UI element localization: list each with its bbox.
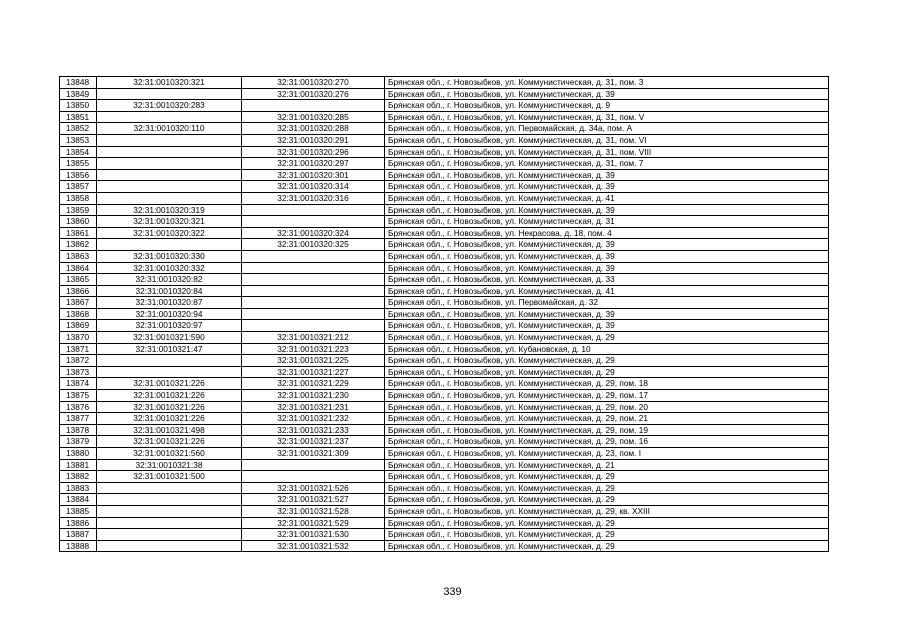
address-cell: Брянская обл., г. Новозыбков, ул. Коммунистическая, д. 31, пом. V (385, 111, 829, 123)
table-row (60, 250, 829, 262)
table-row (60, 146, 829, 158)
record-number-cell: 13863 (60, 250, 97, 262)
related-cadastral-number-cell (242, 262, 385, 274)
related-cadastral-number-cell: 32:31:0010321:527 (242, 494, 385, 506)
address-cell: Брянская обл., г. Новозыбков, ул. Коммунистическая, д. 29 (385, 482, 829, 494)
record-number-cell: 13855 (60, 158, 97, 170)
cadastral-number-cell (97, 482, 242, 494)
record-number-cell: 13848 (60, 77, 97, 89)
table-row (60, 134, 829, 146)
cadastral-number-cell (97, 169, 242, 181)
address-cell: Брянская обл., г. Новозыбков, ул. Коммунистическая, д. 41 (385, 285, 829, 297)
cadastral-number-cell: 32:31:0010321:500 (97, 471, 242, 483)
record-number-cell: 13873 (60, 366, 97, 378)
address-cell: Брянская обл., г. Новозыбков, ул. Коммунистическая, д. 29 (385, 355, 829, 367)
related-cadastral-number-cell: 32:31:0010321:528 (242, 505, 385, 517)
record-number-cell: 13882 (60, 471, 97, 483)
address-cell: Брянская обл., г. Новозыбков, ул. Коммунистическая, д. 21 (385, 459, 829, 471)
record-number-cell: 13881 (60, 459, 97, 471)
address-cell: Брянская обл., г. Новозыбков, ул. Первомайская, д. 34а, пом. А (385, 123, 829, 135)
record-number-cell: 13869 (60, 320, 97, 332)
related-cadastral-number-cell: 32:31:0010320:324 (242, 227, 385, 239)
cadastral-number-cell: 32:31:0010320:87 (97, 297, 242, 309)
address-cell: Брянская обл., г. Новозыбков, ул. Коммунистическая, д. 29, кв. XXIII (385, 505, 829, 517)
address-cell: Брянская обл., г. Новозыбков, ул. Коммунистическая, д. 29, пом. 20 (385, 401, 829, 413)
cadastral-number-cell: 32:31:0010320:283 (97, 100, 242, 112)
table-row (60, 308, 829, 320)
related-cadastral-number-cell: 32:31:0010321:229 (242, 378, 385, 390)
related-cadastral-number-cell: 32:31:0010320:288 (242, 123, 385, 135)
record-number-cell: 13856 (60, 169, 97, 181)
related-cadastral-number-cell (242, 308, 385, 320)
cadastral-number-cell: 32:31:0010321:498 (97, 424, 242, 436)
related-cadastral-number-cell: 32:31:0010321:526 (242, 482, 385, 494)
record-number-cell: 13851 (60, 111, 97, 123)
cadastral-number-cell: 32:31:0010321:38 (97, 459, 242, 471)
address-cell: Брянская обл., г. Новозыбков, ул. Коммунистическая, д. 29, пом. 17 (385, 390, 829, 402)
record-number-cell: 13862 (60, 239, 97, 251)
cadastral-number-cell (97, 517, 242, 529)
cadastral-number-cell (97, 181, 242, 193)
address-cell: Брянская обл., г. Новозыбков, ул. Коммунистическая, д. 31, пом. 7 (385, 158, 829, 170)
related-cadastral-number-cell (242, 100, 385, 112)
related-cadastral-number-cell (242, 274, 385, 286)
related-cadastral-number-cell: 32:31:0010320:314 (242, 181, 385, 193)
address-cell: Брянская обл., г. Новозыбков, ул. Коммунистическая, д. 39 (385, 239, 829, 251)
table-row (60, 448, 829, 460)
address-cell: Брянская обл., г. Новозыбков, ул. Коммунистическая, д. 33 (385, 274, 829, 286)
related-cadastral-number-cell: 32:31:0010321:223 (242, 343, 385, 355)
cadastral-number-cell: 32:31:0010321:226 (97, 436, 242, 448)
cadastral-number-cell: 32:31:0010320:321 (97, 216, 242, 228)
cadastral-number-cell (97, 505, 242, 517)
cadastral-number-cell: 32:31:0010320:82 (97, 274, 242, 286)
record-number-cell: 13876 (60, 401, 97, 413)
record-number-cell: 13865 (60, 274, 97, 286)
cadastral-number-cell: 32:31:0010320:322 (97, 227, 242, 239)
address-cell: Брянская обл., г. Новозыбков, ул. Коммунистическая, д. 39 (385, 250, 829, 262)
record-number-cell: 13868 (60, 308, 97, 320)
address-cell: Брянская обл., г. Новозыбков, ул. Коммунистическая, д. 29, пом. 16 (385, 436, 829, 448)
related-cadastral-number-cell: 32:31:0010321:237 (242, 436, 385, 448)
table-row (60, 413, 829, 425)
record-number-cell: 13864 (60, 262, 97, 274)
table-row (60, 181, 829, 193)
related-cadastral-number-cell (242, 297, 385, 309)
related-cadastral-number-cell: 32:31:0010320:270 (242, 77, 385, 89)
record-number-cell: 13857 (60, 181, 97, 193)
cadastral-number-cell: 32:31:0010320:97 (97, 320, 242, 332)
related-cadastral-number-cell (242, 285, 385, 297)
cadastral-number-cell (97, 355, 242, 367)
related-cadastral-number-cell: 32:31:0010321:230 (242, 390, 385, 402)
record-number-cell: 13886 (60, 517, 97, 529)
cadastral-number-cell (97, 158, 242, 170)
address-cell: Брянская обл., г. Новозыбков, ул. Коммунистическая, д. 39 (385, 308, 829, 320)
address-cell: Брянская обл., г. Новозыбков, ул. Коммунистическая, д. 39 (385, 320, 829, 332)
cadastral-number-cell (97, 111, 242, 123)
address-cell: Брянская обл., г. Новозыбков, ул. Коммунистическая, д. 29 (385, 494, 829, 506)
table-row (60, 216, 829, 228)
record-number-cell: 13866 (60, 285, 97, 297)
cadastral-number-cell (97, 529, 242, 541)
address-cell: Брянская обл., г. Новозыбков, ул. Коммунистическая, д. 39 (385, 262, 829, 274)
address-cell: Брянская обл., г. Новозыбков, ул. Коммунистическая, д. 31, пом. 3 (385, 77, 829, 89)
cadastral-number-cell (97, 192, 242, 204)
record-number-cell: 13887 (60, 529, 97, 541)
related-cadastral-number-cell (242, 204, 385, 216)
address-cell: Брянская обл., г. Новозыбков, ул. Коммунистическая, д. 23, пом. I (385, 448, 829, 460)
cadastral-number-cell (97, 366, 242, 378)
cadastral-number-cell: 32:31:0010321:590 (97, 332, 242, 344)
table-row (60, 111, 829, 123)
table-row (60, 540, 829, 552)
related-cadastral-number-cell: 32:31:0010321:233 (242, 424, 385, 436)
record-number-cell: 13875 (60, 390, 97, 402)
related-cadastral-number-cell: 32:31:0010321:212 (242, 332, 385, 344)
related-cadastral-number-cell: 32:31:0010321:225 (242, 355, 385, 367)
address-cell: Брянская обл., г. Новозыбков, ул. Коммунистическая, д. 29 (385, 529, 829, 541)
record-number-cell: 13860 (60, 216, 97, 228)
record-number-cell: 13878 (60, 424, 97, 436)
record-number-cell: 13861 (60, 227, 97, 239)
address-cell: Брянская обл., г. Новозыбков, ул. Коммунистическая, д. 39 (385, 88, 829, 100)
address-cell: Брянская обл., г. Новозыбков, ул. Коммунистическая, д. 39 (385, 181, 829, 193)
table-row (60, 366, 829, 378)
table-row (60, 227, 829, 239)
address-cell: Брянская обл., г. Новозыбков, ул. Коммунистическая, д. 41 (385, 192, 829, 204)
address-cell: Брянская обл., г. Новозыбков, ул. Коммунистическая, д. 39 (385, 169, 829, 181)
table-row (60, 285, 829, 297)
table-row (60, 459, 829, 471)
table-row (60, 471, 829, 483)
related-cadastral-number-cell: 32:31:0010321:231 (242, 401, 385, 413)
record-number-cell: 13880 (60, 448, 97, 460)
table-row (60, 424, 829, 436)
cadastral-number-cell: 32:31:0010320:94 (97, 308, 242, 320)
related-cadastral-number-cell (242, 250, 385, 262)
cadastral-number-cell: 32:31:0010321:226 (97, 413, 242, 425)
related-cadastral-number-cell: 32:31:0010320:276 (242, 88, 385, 100)
cadastral-number-cell: 32:31:0010320:321 (97, 77, 242, 89)
table-row (60, 262, 829, 274)
cadastral-number-cell: 32:31:0010320:332 (97, 262, 242, 274)
address-cell: Брянская обл., г. Новозыбков, ул. Коммунистическая, д. 31, пом. VIII (385, 146, 829, 158)
cadastral-number-cell (97, 494, 242, 506)
cadastral-number-cell: 32:31:0010321:47 (97, 343, 242, 355)
table-row (60, 355, 829, 367)
table-row (60, 239, 829, 251)
table-row (60, 529, 829, 541)
address-cell: Брянская обл., г. Новозыбков, ул. Первомайская, д. 32 (385, 297, 829, 309)
cadastral-number-cell (97, 239, 242, 251)
related-cadastral-number-cell: 32:31:0010320:297 (242, 158, 385, 170)
table-row (60, 88, 829, 100)
table-row (60, 436, 829, 448)
register-table (59, 76, 829, 552)
cadastral-number-cell: 32:31:0010320:84 (97, 285, 242, 297)
cadastral-number-cell (97, 540, 242, 552)
cadastral-number-cell (97, 88, 242, 100)
table-row (60, 517, 829, 529)
record-number-cell: 13877 (60, 413, 97, 425)
record-number-cell: 13883 (60, 482, 97, 494)
related-cadastral-number-cell: 32:31:0010321:530 (242, 529, 385, 541)
cadastral-number-cell: 32:31:0010321:226 (97, 390, 242, 402)
table-row (60, 204, 829, 216)
record-number-cell: 13858 (60, 192, 97, 204)
related-cadastral-number-cell: 32:31:0010320:301 (242, 169, 385, 181)
cadastral-number-cell: 32:31:0010321:226 (97, 401, 242, 413)
related-cadastral-number-cell (242, 459, 385, 471)
address-cell: Брянская обл., г. Новозыбков, ул. Коммунистическая, д. 29, пом. 19 (385, 424, 829, 436)
record-number-cell: 13879 (60, 436, 97, 448)
record-number-cell: 13872 (60, 355, 97, 367)
record-number-cell: 13874 (60, 378, 97, 390)
address-cell: Брянская обл., г. Новозыбков, ул. Коммунистическая, д. 9 (385, 100, 829, 112)
cadastral-number-cell: 32:31:0010321:560 (97, 448, 242, 460)
record-number-cell: 13888 (60, 540, 97, 552)
cadastral-number-cell (97, 134, 242, 146)
related-cadastral-number-cell: 32:31:0010320:285 (242, 111, 385, 123)
table-row (60, 123, 829, 135)
page-number: 339 (443, 586, 462, 598)
table-row (60, 100, 829, 112)
address-cell: Брянская обл., г. Новозыбков, ул. Коммунистическая, д. 29 (385, 517, 829, 529)
register-table-body (60, 77, 829, 552)
related-cadastral-number-cell (242, 320, 385, 332)
table-row (60, 378, 829, 390)
record-number-cell: 13885 (60, 505, 97, 517)
address-cell: Брянская обл., г. Новозыбков, ул. Коммунистическая, д. 31 (385, 216, 829, 228)
table-row (60, 297, 829, 309)
related-cadastral-number-cell: 32:31:0010321:309 (242, 448, 385, 460)
table-row (60, 320, 829, 332)
cadastral-number-cell: 32:31:0010320:319 (97, 204, 242, 216)
record-number-cell: 13853 (60, 134, 97, 146)
record-number-cell: 13884 (60, 494, 97, 506)
address-cell: Брянская обл., г. Новозыбков, ул. Кубановская, д. 10 (385, 343, 829, 355)
record-number-cell: 13852 (60, 123, 97, 135)
related-cadastral-number-cell (242, 471, 385, 483)
address-cell: Брянская обл., г. Новозыбков, ул. Некрасова, д. 18, пом. 4 (385, 227, 829, 239)
table-row (60, 505, 829, 517)
record-number-cell: 13854 (60, 146, 97, 158)
record-number-cell: 13850 (60, 100, 97, 112)
table-row (60, 158, 829, 170)
address-cell: Брянская обл., г. Новозыбков, ул. Коммунистическая, д. 39 (385, 204, 829, 216)
address-cell: Брянская обл., г. Новозыбков, ул. Коммунистическая, д. 29 (385, 471, 829, 483)
related-cadastral-number-cell: 32:31:0010321:232 (242, 413, 385, 425)
record-number-cell: 13871 (60, 343, 97, 355)
address-cell: Брянская обл., г. Новозыбков, ул. Коммунистическая, д. 29 (385, 366, 829, 378)
cadastral-number-cell: 32:31:0010320:110 (97, 123, 242, 135)
table-row (60, 482, 829, 494)
related-cadastral-number-cell: 32:31:0010321:529 (242, 517, 385, 529)
table-row (60, 169, 829, 181)
address-cell: Брянская обл., г. Новозыбков, ул. Коммунистическая, д. 31, пом. VI (385, 134, 829, 146)
cadastral-number-cell (97, 146, 242, 158)
record-number-cell: 13870 (60, 332, 97, 344)
table-row (60, 401, 829, 413)
related-cadastral-number-cell: 32:31:0010320:325 (242, 239, 385, 251)
table-row (60, 332, 829, 344)
address-cell: Брянская обл., г. Новозыбков, ул. Коммунистическая, д. 29, пом. 18 (385, 378, 829, 390)
table-row (60, 390, 829, 402)
record-number-cell: 13859 (60, 204, 97, 216)
table-row (60, 77, 829, 89)
cadastral-number-cell: 32:31:0010320:330 (97, 250, 242, 262)
related-cadastral-number-cell: 32:31:0010320:291 (242, 134, 385, 146)
related-cadastral-number-cell: 32:31:0010320:296 (242, 146, 385, 158)
related-cadastral-number-cell: 32:31:0010320:316 (242, 192, 385, 204)
record-number-cell: 13867 (60, 297, 97, 309)
table-row (60, 343, 829, 355)
address-cell: Брянская обл., г. Новозыбков, ул. Коммунистическая, д. 29 (385, 332, 829, 344)
related-cadastral-number-cell: 32:31:0010321:227 (242, 366, 385, 378)
related-cadastral-number-cell (242, 216, 385, 228)
cadastral-number-cell: 32:31:0010321:226 (97, 378, 242, 390)
related-cadastral-number-cell: 32:31:0010321:532 (242, 540, 385, 552)
address-cell: Брянская обл., г. Новозыбков, ул. Коммунистическая, д. 29, пом. 21 (385, 413, 829, 425)
table-row (60, 494, 829, 506)
record-number-cell: 13849 (60, 88, 97, 100)
table-row (60, 274, 829, 286)
table-row (60, 192, 829, 204)
address-cell: Брянская обл., г. Новозыбков, ул. Коммунистическая, д. 29 (385, 540, 829, 552)
